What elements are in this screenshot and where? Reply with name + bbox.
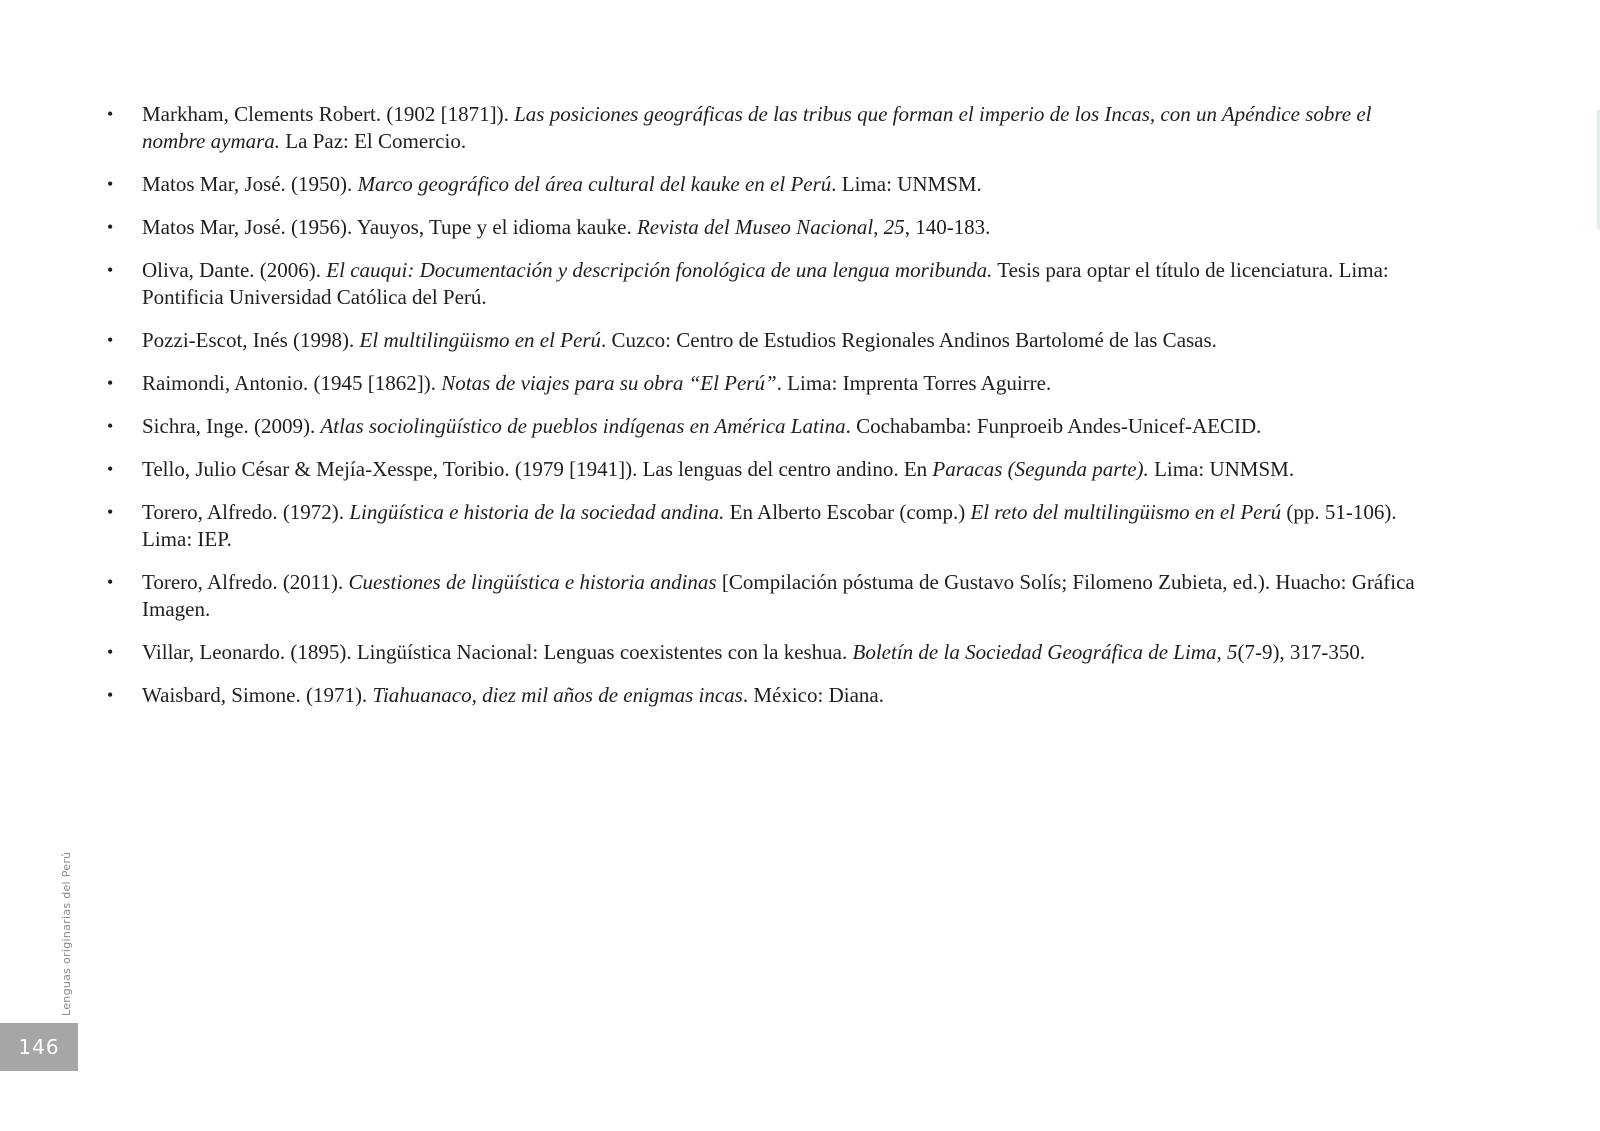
reference-item bbox=[100, 101, 1430, 155]
reference-title-italic: Marco geográfico del área cultural del kauke en el Perú bbox=[357, 172, 832, 196]
reference-text: [Compilación póstuma de Gustavo Solís; Filomeno Zubieta, ed.). Huacho: Gráfica Imagen. bbox=[142, 570, 1415, 621]
reference-title-italic: Boletín de la Sociedad Geográfica de Lima, 5 bbox=[852, 640, 1238, 664]
reference-text: . México: Diana. bbox=[742, 683, 884, 707]
reference-text: Torero, Alfredo. (2011). bbox=[142, 570, 349, 594]
reference-item bbox=[100, 682, 1430, 709]
reference-item bbox=[100, 370, 1430, 397]
book-title-label: Lenguas originarias del Perú bbox=[60, 851, 73, 1016]
reference-text: Tesis para optar el título de licenciatura. Lima: Pontificia Universidad Católica del Perú. bbox=[142, 258, 1389, 309]
reference-title-italic: El cauqui: Documentación y descripción fonológica de una lengua moribunda. bbox=[326, 258, 993, 282]
reference-text: (pp. 51-106). Lima: IEP. bbox=[142, 500, 1397, 551]
reference-list bbox=[100, 101, 1430, 725]
reference-text: En Alberto Escobar (comp.) bbox=[724, 500, 971, 524]
reference-item bbox=[100, 257, 1430, 311]
reference-title-italic: Atlas sociolingüístico de pueblos indígenas en América Latina bbox=[320, 414, 846, 438]
reference-item bbox=[100, 499, 1430, 553]
reference-title-italic: Tiahuanaco, diez mil años de enigmas incas bbox=[372, 683, 743, 707]
reference-item bbox=[100, 639, 1430, 666]
reference-text: Oliva, Dante. (2006). bbox=[142, 258, 327, 282]
reference-text: Lima: UNMSM. bbox=[1148, 457, 1295, 481]
reference-text: Torero, Alfredo. (1972). bbox=[142, 500, 350, 524]
reference-text: Villar, Leonardo. (1895). Lingüística Nacional: Lenguas coexistentes con la keshua. bbox=[142, 640, 853, 664]
reference-text: La Paz: El Comercio. bbox=[280, 129, 467, 153]
reference-title-italic: Las posiciones geográficas de las tribus que forman el imperio de los Incas, con un Apéndice sobre el nombre aymara. bbox=[142, 102, 1372, 153]
reference-text: Markham, Clements Robert. (1902 [1871]). bbox=[142, 102, 515, 126]
reference-text: . Lima: UNMSM. bbox=[831, 172, 982, 196]
page-number: 146 bbox=[0, 1023, 78, 1071]
reference-item bbox=[100, 171, 1430, 198]
reference-item bbox=[100, 413, 1430, 440]
reference-item bbox=[100, 214, 1430, 241]
reference-item bbox=[100, 456, 1430, 483]
reference-text: Pozzi-Escot, Inés (1998). bbox=[142, 328, 360, 352]
reference-text: Raimondi, Antonio. (1945 [1862]). bbox=[142, 371, 442, 395]
reference-title-italic: Cuestiones de lingüística e historia andinas bbox=[348, 570, 717, 594]
reference-text: Matos Mar, José. (1950). bbox=[142, 172, 358, 196]
reference-text: Tello, Julio César & Mejía-Xesspe, Toribio. (1979 [1941]). Las lenguas del centro andino. En bbox=[142, 457, 933, 481]
reference-title-italic: Revista del Museo Nacional, 25 bbox=[636, 215, 905, 239]
reference-title-italic: El reto del multilingüismo en el Perú bbox=[970, 500, 1282, 524]
reference-title-italic: Lingüística e historia de la sociedad andina. bbox=[349, 500, 725, 524]
reference-item bbox=[100, 327, 1430, 354]
reference-text: (7-9), 317-350. bbox=[1237, 640, 1366, 664]
reference-item bbox=[100, 569, 1430, 623]
reference-text: Waisbard, Simone. (1971). bbox=[142, 683, 373, 707]
reference-text: . Cochabamba: Funproeib Andes-Unicef-AECID. bbox=[845, 414, 1262, 438]
reference-title-italic: El multilingüismo en el Perú bbox=[359, 328, 602, 352]
reference-text: . Lima: Imprenta Torres Aguirre. bbox=[776, 371, 1052, 395]
reference-text: Sichra, Inge. (2009). bbox=[142, 414, 321, 438]
reference-title-italic: Notas de viajes para su obra “El Perú” bbox=[441, 371, 777, 395]
reference-title-italic: Paracas (Segunda parte). bbox=[932, 457, 1149, 481]
reference-text: . Cuzco: Centro de Estudios Regionales Andinos Bartolomé de las Casas. bbox=[601, 328, 1217, 352]
reference-text: , 140-183. bbox=[904, 215, 991, 239]
reference-text: Matos Mar, José. (1956). Yauyos, Tupe y el idioma kauke. bbox=[142, 215, 637, 239]
